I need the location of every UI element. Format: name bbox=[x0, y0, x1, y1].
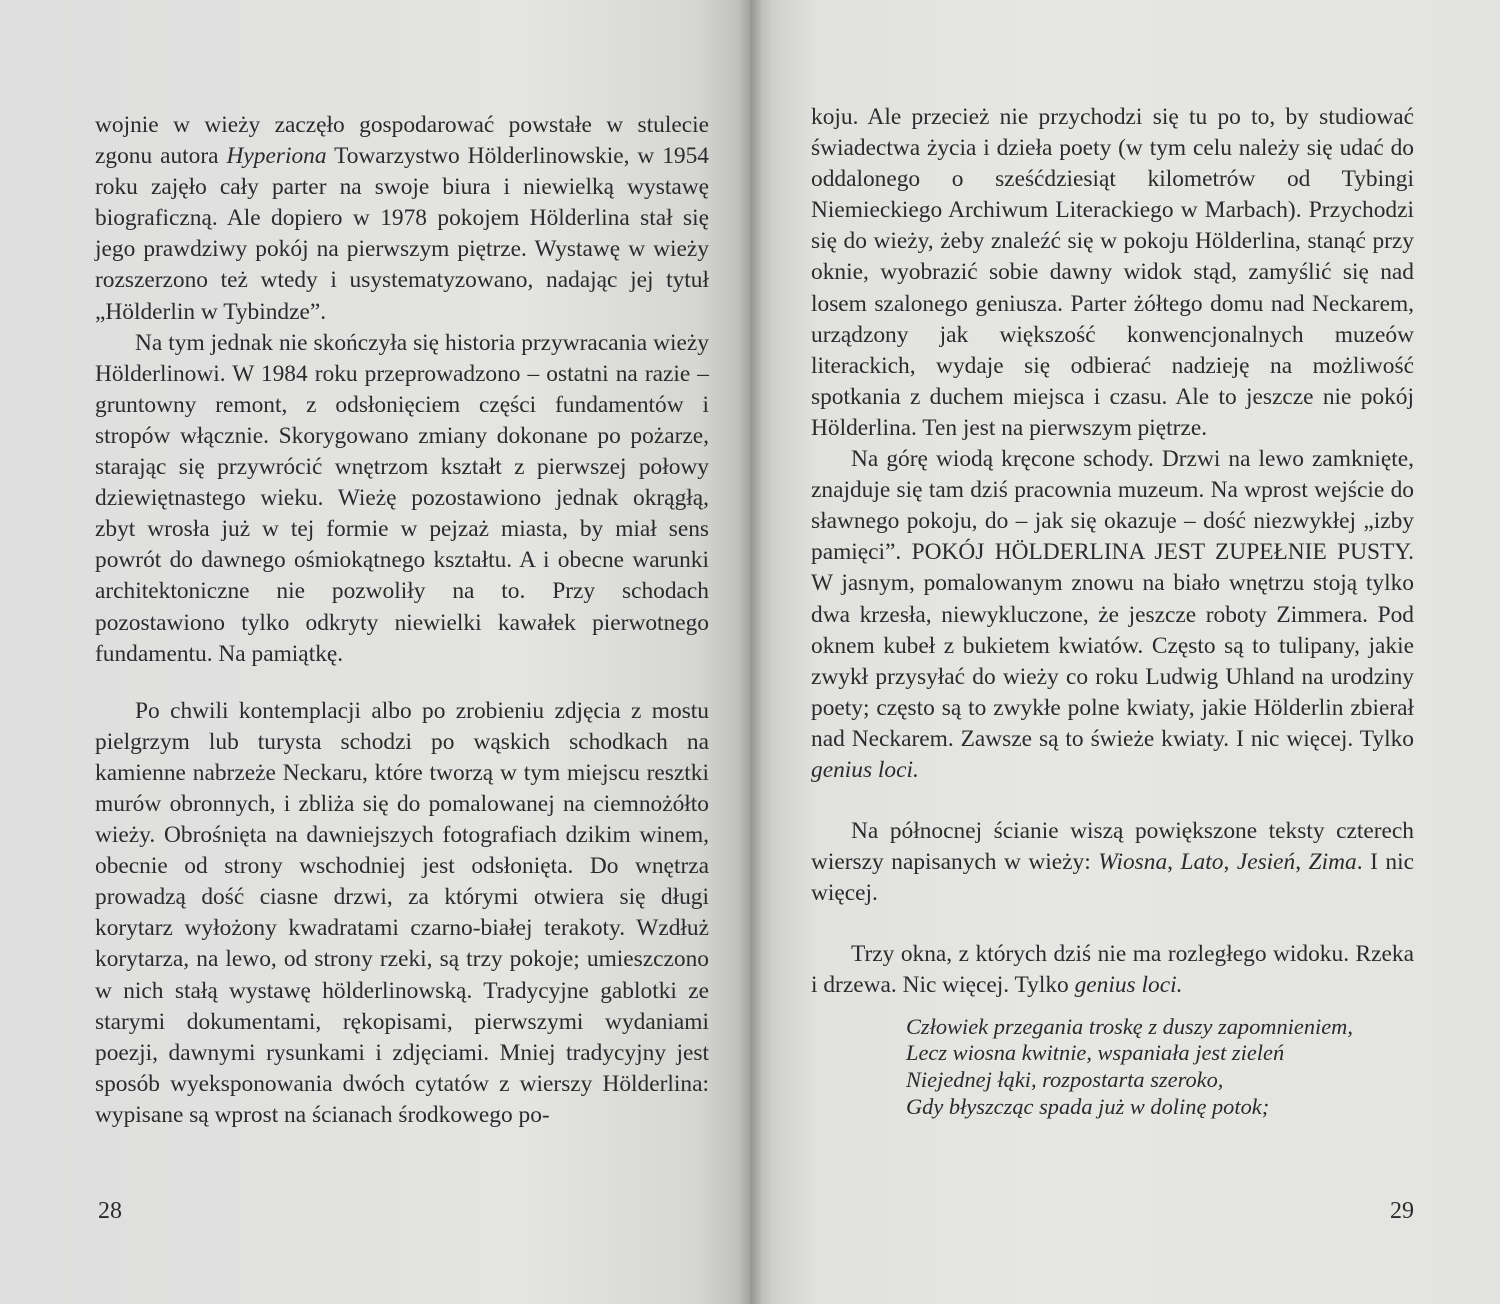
italic-title: Hyperiona bbox=[226, 143, 327, 170]
right-page bbox=[750, 0, 1500, 1304]
paragraph: Na górę wiodą kręcone schody. Drzwi na lewo zamknięte, znajduje się tam dziś pracownia muzeum. Na wprost wejście do sławnego pokoju, do – jak się okazuje – dość niezwykłej „izby pamięci”. POKÓJ HÖLDERLINA JEST ZUPEŁNIE PUSTY. W jasnym, pomalowanym znowu na biało wnętrzu stoją tylko dwa krzesła, niewykluczone, że jeszcze roboty Zimmera. Pod oknem kubeł z bukietem kwiatów. Często są to tulipany, jakie zwykł przysyłać do wieży co roku Ludwig Uhland na urodziny poety; często są to zwykłe polne kwiaty, jakie Hölderlin zbierał nad Neckarem. Zawsze są to świeże kwiaty. I nic więcej. Tylko genius loci. bbox=[811, 446, 1414, 783]
poem-line: Człowiek przegania troskę z duszy zapomnieniem, bbox=[906, 1013, 1353, 1039]
italic-title: genius loci. bbox=[811, 756, 919, 783]
page-number: 28 bbox=[98, 1198, 122, 1224]
italic-title: Lato bbox=[1180, 849, 1224, 876]
poem-line: Lecz wiosna kwitnie, wspaniała jest zieleń bbox=[906, 1040, 1285, 1066]
paragraph: wojnie w wieży zaczęło gospodarować powstałe w stulecie zgonu autora Hyperiona Towarzystwo Hölderlinowskie, w 1954 roku zajęło cały parter na swoje biura i niewielką wystawę biograficzną. Ale dopiero w 1978 pokojem Hölderlina stał się jego prawdziwy pokój na pierwszym piętrze. Wystawę w wieży rozszerzono też wtedy i usystematyzowano, nadając jej tytuł „Hölderlin w Tybindze”. bbox=[95, 112, 709, 325]
italic-title: genius loci. bbox=[1074, 972, 1183, 999]
left-page-text bbox=[95, 110, 709, 1131]
italic-title: Zima bbox=[1308, 849, 1357, 876]
paragraph: Trzy okna, z których dziś nie ma rozległego widoku. Rzeka i drzewa. Nic więcej. Tylko genius loci. bbox=[811, 941, 1414, 999]
italic-title: Jesień bbox=[1236, 849, 1296, 876]
paragraph: Po chwili kontemplacji albo po zrobieniu zdjęcia z mostu pielgrzym lub turysta schodzi po wąskich schodkach na kamienne nabrzeże Neckaru, które tworzą w tym miejscu resztki murów obronnych, i zbliża się do pomalowanej na ciemnożółto wieży. Obrośnięta na dawniejszych fotografiach dzikim winem, obecnie od strony wschodniej jest odsłonięta. Do wnętrza prowadzą dość ciasne drzwi, za którymi otwiera się długi korytarz wyłożony kwadratami czarno-białej terakoty. Wzdłuż korytarza, na lewo, od strony rzeki, są trzy pokoje; umieszczono w nich stałą wystawę hölderlinowską. Tradycyjne gablotki ze starymi dokumentami, rękopisami, pierwszymi wydaniami poezji, dawnymi rysunkami i zdjęciami. Mniej tradycyjny jest sposób wyeksponowania dwóch cytatów z wierszy Hölderlina: wypisane są wprost na ścianach środkowego po- bbox=[95, 697, 709, 1128]
paragraph: Na tym jednak nie skończyła się historia przywracania wieży Hölderlinowi. W 1984 roku przeprowadzono – ostatni na razie – gruntowny remont, z odsłonięciem części fundamentów i stropów włącznie. Skorygowano zmiany dokonane po pożarze, starając się przywrócić wnętrzom kształt z pierwszej połowy dziewiętnastego wieku. Wieżę pozostawiono jednak okrągłą, zbyt wrosła już w tej formie w pejzaż miasta, by miał sens powrót do dawnego ośmiokątnego kształtu. A i obecne warunki architektoniczne nie pozwoliły na to. Przy schodach pozostawiono tylko odkryty niewielki kawałek pierwotnego fundamentu. Na pamiątkę. bbox=[95, 329, 709, 667]
italic-title: Wiosna bbox=[1098, 849, 1168, 876]
right-page-text bbox=[811, 102, 1414, 1121]
page-number: 29 bbox=[1390, 1198, 1414, 1224]
paragraph: Na północnej ścianie wiszą powiększone teksty czterech wierszy napisanych w wieży: Wiosna, Lato, Jesień, Zima. I nic więcej. bbox=[811, 818, 1414, 907]
paragraph: koju. Ale przecież nie przychodzi się tu po to, by studiować świadectwa życia i dzieła poety (w tym celu należy się udać do oddalonego o sześćdziesiąt kilometrów od Tybingi Niemieckiego Archiwum Literackiego w Marbach). Przychodzi się do wieży, żeby znaleźć się w pokoju Hölderlina, stanąć przy oknie, wyobrazić sobie dawny widok stąd, zamyślić się nad losem szalonego geniusza. Parter żółtego domu nad Neckarem, urządzony jak większość konwencjonalnych muzeów literackich, wydaje się odbierać nadzieję na możliwość spotkania z duchem miejsca i czasu. Ale to jeszcze nie pokój Hölderlina. Ten jest na pierwszym piętrze. bbox=[811, 104, 1414, 441]
poem-line: Gdy błyszcząc spada już w dolinę potok; bbox=[906, 1093, 1270, 1119]
poem-line: Niejednej łąki, rozpostarta szeroko, bbox=[906, 1067, 1224, 1093]
poem-quote bbox=[906, 1014, 1414, 1121]
